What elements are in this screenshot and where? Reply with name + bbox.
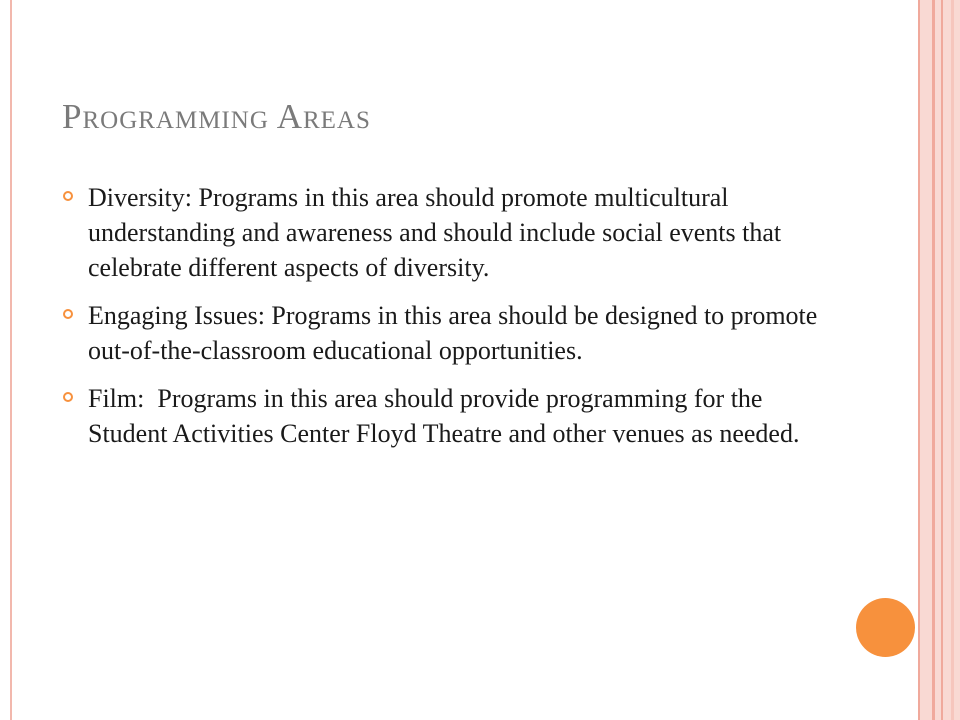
- bullet-item: [62, 381, 832, 451]
- bullet-circle-icon: [63, 191, 73, 201]
- right-stripe-1: [918, 0, 920, 720]
- bullet-item: [62, 180, 832, 285]
- bullet-circle-icon: [63, 309, 73, 319]
- bullet-list: [62, 180, 832, 464]
- bullet-text: Engaging Issues: Programs in this area should be designed to promote out-of-the-classroom educational opportunities.: [88, 301, 824, 365]
- bullet-circle-icon: [63, 392, 73, 402]
- left-border-line: [10, 0, 12, 720]
- bullet-text: Diversity: Programs in this area should promote multicultural understanding and awareness and should include social events that celebrate different aspects of diversity.: [88, 183, 788, 282]
- right-stripe-2: [932, 0, 935, 720]
- slide-title: Programming Areas: [62, 97, 371, 136]
- bullet-item: [62, 298, 832, 368]
- bullet-text: Film: Programs in this area should provide programming for the Student Activities Center Floyd Theatre and other venues as needed.: [88, 384, 800, 448]
- right-stripe-4: [951, 0, 954, 720]
- orange-circle-icon: [856, 598, 915, 657]
- right-stripe-3: [941, 0, 943, 720]
